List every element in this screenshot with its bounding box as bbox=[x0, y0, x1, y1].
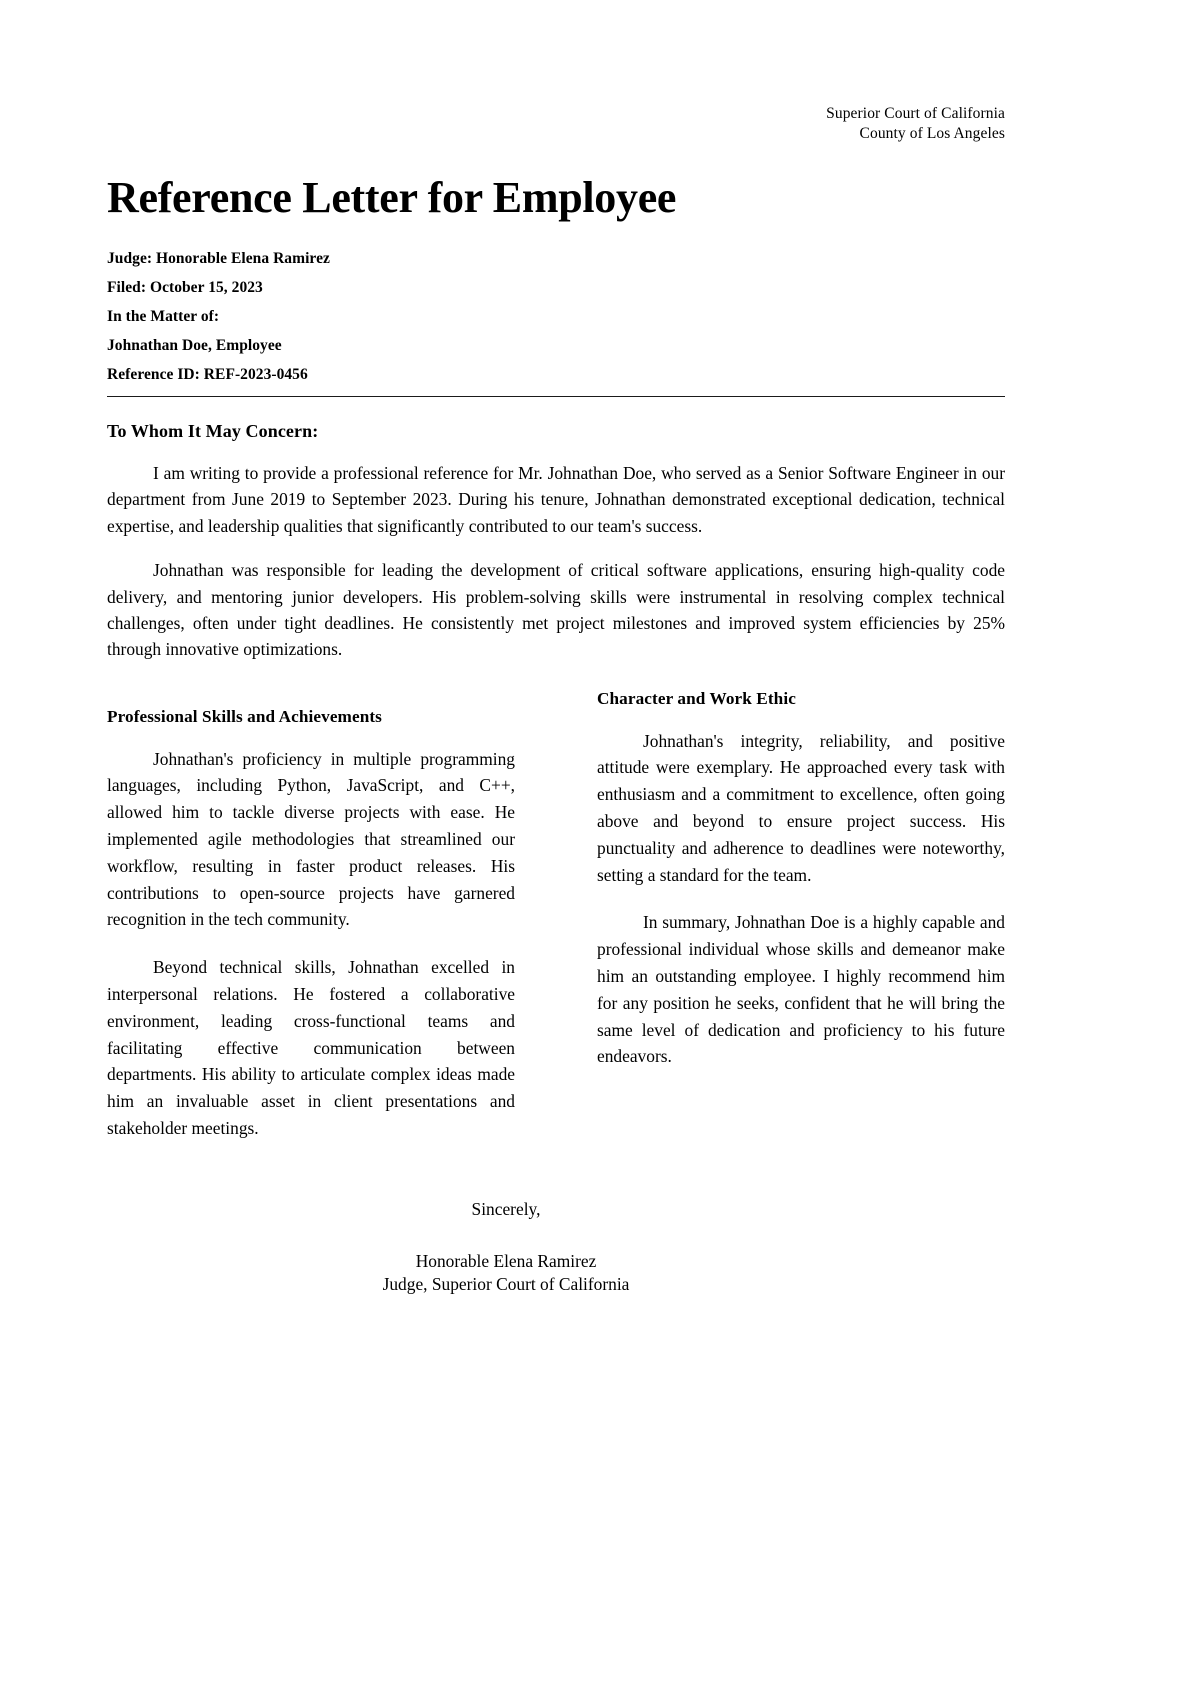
intro-paragraph-2: Johnathan was responsible for leading the development of critical software applications, ensuring high-quality code delivery, and mentoring junior developers. His problem-solving skills were instrumental in resolving complex technical challenges, often under tight deadlines. He consistently met project milestones and improved system efficiencies by 25% through innovative optimizations. bbox=[107, 560, 1005, 660]
metadata-judge: Judge: Honorable Elena Ramirez bbox=[107, 249, 330, 267]
signature-closing: Sincerely, bbox=[471, 1198, 541, 1219]
court-name: Superior Court of California bbox=[826, 105, 1005, 122]
header-divider bbox=[107, 396, 1005, 397]
signature-block bbox=[107, 1198, 1005, 1297]
document-content bbox=[107, 0, 1005, 1296]
signature-name: Honorable Elena Ramirez bbox=[415, 1251, 597, 1272]
salutation: To Whom It May Concern: bbox=[107, 420, 319, 441]
column-heading-professional-skills: Professional Skills and Achievements bbox=[107, 706, 382, 726]
metadata-matter-label: In the Matter of: bbox=[107, 307, 220, 325]
left-paragraph-1: Johnathan's proficiency in multiple programming languages, including Python, JavaScript, and C++, allowed him to tackle diverse projects with ease. He implemented agile methodologies that streamlined our workflow, resulting in faster product releases. His contributions to open-source projects have garnered recognition in the tech community. bbox=[107, 748, 515, 930]
metadata-filed-date: Filed: October 15, 2023 bbox=[107, 278, 263, 296]
column-heading-character-work-ethic: Character and Work Ethic bbox=[597, 688, 796, 708]
intro-paragraph-1: I am writing to provide a professional reference for Mr. Johnathan Doe, who served as a Senior Software Engineer in our department from June 2019 to September 2023. During his tenure, Johnathan demonstrated exceptional dedication, technical expertise, and leadership qualities that significantly contributed to our team's success. bbox=[107, 462, 1005, 536]
court-county: County of Los Angeles bbox=[859, 124, 1005, 142]
signature-title: Judge, Superior Court of California bbox=[382, 1274, 630, 1295]
case-metadata bbox=[107, 251, 1005, 383]
page-title: Reference Letter for Employee bbox=[107, 172, 677, 222]
right-paragraph-2: In summary, Johnathan Doe is a highly capable and professional individual whose skills and demeanor make him an outstanding employee. I highly recommend him for any position he seeks, confident that he will bring the same level of dedication and proficiency to his future endeavors. bbox=[597, 912, 1005, 1067]
two-column-section bbox=[107, 689, 1005, 1142]
metadata-party: Johnathan Doe, Employee bbox=[107, 336, 282, 354]
court-header bbox=[107, 104, 1005, 144]
signature-names bbox=[7, 1250, 1005, 1296]
left-paragraph-2: Beyond technical skills, Johnathan excelled in interpersonal relations. He fostered a collaborative environment, leading cross-functional teams and facilitating effective communication between departments. His ability to articulate complex ideas made him an invaluable asset in client presentations and stakeholder meetings. bbox=[107, 957, 515, 1138]
column-professional-skills bbox=[107, 689, 515, 1142]
metadata-reference-id: Reference ID: REF-2023-0456 bbox=[107, 365, 308, 383]
column-character-work-ethic bbox=[597, 689, 1005, 1070]
right-paragraph-1: Johnathan's integrity, reliability, and positive attitude were exemplary. He approached every task with enthusiasm and a commitment to excellence, often going above and beyond to ensure project success. His punctuality and adherence to deadlines were noteworthy, setting a standard for the team. bbox=[597, 730, 1005, 885]
